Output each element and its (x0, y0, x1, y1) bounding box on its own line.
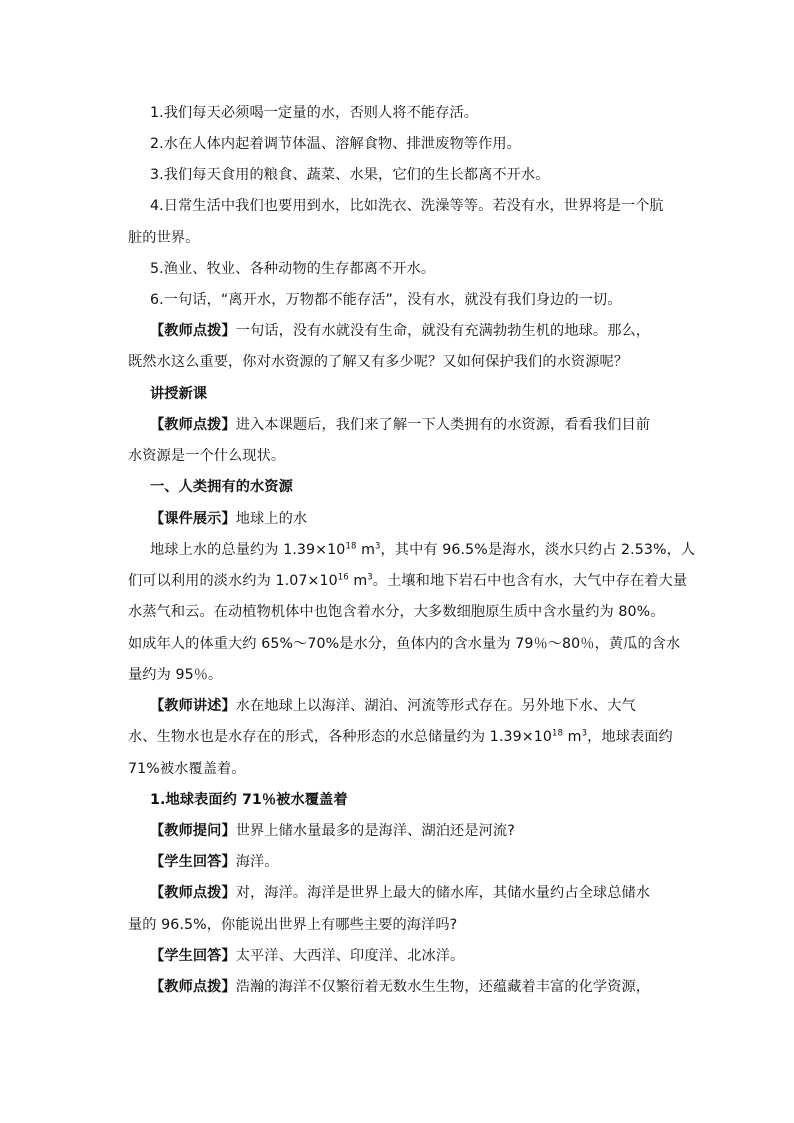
paragraph-text: 水在地球上以海洋、湖泊、河流等形式存在。另外地下水、大气 (235, 698, 636, 714)
paragraph-item-1: 1.我们每天必须喝一定量的水，否则人将不能存活。 (150, 105, 479, 121)
teacher-guidance-1-line-2: 既然水这么重要，你对水资源的了解又有多少呢？又如何保护我们的水资源呢？ (128, 354, 629, 370)
earth-water-paragraph-line-3: 水蒸气和云。在动植物机体中也饱含着水分，大多数细胞原生质中含水量约为 80%。 (128, 604, 665, 620)
teacher-lecture-line-3: 71%被水覆盖着。 (128, 761, 246, 777)
courseware-display (150, 510, 307, 528)
text-run: m (356, 542, 375, 558)
paragraph-text: 浩瀚的海洋不仅繁衍着无数水生生物，还蕴藏着丰富的化学资源， (235, 979, 651, 995)
tag-label: 【学生回答】 (150, 854, 236, 870)
teacher-guidance-1 (150, 322, 650, 340)
earth-water-paragraph-line-2 (128, 572, 687, 590)
superscript: 3 (375, 541, 381, 552)
superscript: 18 (552, 728, 564, 739)
earth-water-paragraph-line-5: 量约为 95％。 (128, 667, 223, 683)
superscript: 3 (581, 728, 588, 739)
text-run: ，其中有 96.5%是海水，淡水只约占 2.53%，人 (380, 542, 696, 558)
student-answer-2 (150, 947, 464, 965)
text-run: 地球上水的总量约为 1.39×10 (150, 542, 346, 558)
teacher-guidance-2 (150, 416, 650, 434)
paragraph-item-4-line-2: 脏的世界。 (128, 230, 200, 246)
paragraph-item-5: 5.渔业、牧业、各种动物的生存都离不开水。 (150, 261, 436, 277)
superscript: 3 (367, 572, 373, 583)
paragraph-item-4-line-1: 4.日常生活中我们也要用到水，比如洗衣、洗澡等等。若没有水，世界将是一个肮 (150, 198, 664, 214)
paragraph-text: 进入本课题后，我们来了解一下人类拥有的水资源，看看我们目前 (235, 417, 651, 433)
text-run: 们可以利用的淡水约为 1.07×10 (128, 573, 338, 589)
paragraph-text: 世界上储水量最多的是海洋、湖泊还是河流? (235, 823, 515, 839)
section-heading-new-lesson: 讲授新课 (150, 386, 208, 402)
paragraph-item-3: 3.我们每天食用的粮食、蔬菜、水果，它们的生长都离不开水。 (150, 167, 550, 183)
section-heading-water-resources: 一、人类拥有的水资源 (150, 479, 293, 495)
teacher-question (150, 822, 515, 840)
teacher-lecture (150, 697, 636, 715)
tag-label: 【教师点拨】 (150, 885, 236, 901)
tag-label: 【教师讲述】 (150, 698, 236, 714)
tag-label: 【学生回答】 (150, 948, 236, 964)
earth-water-paragraph-line-1 (150, 541, 695, 559)
teacher-guidance-4 (150, 978, 650, 996)
paragraph-item-2: 2.水在人体内起着调节体温、溶解食物、排泄废物等作用。 (150, 136, 521, 152)
text-run: ，地球表面约 (587, 729, 673, 745)
tag-label: 【教师点拨】 (150, 979, 236, 995)
superscript: 16 (337, 572, 349, 583)
student-answer-1 (150, 853, 279, 871)
paragraph-text: 一句话，没有水就没有生命，就没有充满勃勃生机的地球。那么， (235, 323, 651, 339)
section-heading-earth-surface: 1.地球表面约 71％被水覆盖着 (150, 792, 348, 808)
text-run: 。土壤和地下岩石中也含有水，大气中存在着大量 (372, 573, 688, 589)
teacher-lecture-line-2 (128, 728, 673, 746)
text-run: 水、生物水也是水存在的形式，各种形态的水总储量约为 1.39×10 (128, 729, 553, 745)
earth-water-paragraph-line-4: 如成年人的体重大约 65%～70%是水分，鱼体内的含水量为 79％～80％，黄瓜的含水 (128, 636, 681, 652)
text-run: m (563, 729, 582, 745)
teacher-guidance-2-line-2: 水资源是一个什么现状。 (128, 448, 286, 464)
text-run: m (348, 573, 368, 589)
teacher-guidance-3-line-2: 量的 96.5%，你能说出世界上有哪些主要的海洋吗? (128, 917, 458, 933)
tag-label: 【教师点拨】 (150, 323, 236, 339)
tag-label: 【教师提问】 (150, 823, 236, 839)
paragraph-text: 太平洋、大西洋、印度洋、北冰洋。 (235, 948, 465, 964)
paragraph-text: 地球上的水 (235, 511, 308, 527)
tag-label: 【教师点拨】 (150, 417, 236, 433)
teacher-guidance-3 (150, 884, 650, 902)
superscript: 18 (345, 541, 357, 552)
paragraph-text: 对，海洋。海洋是世界上最大的储水库，其储水量约占全球总储水 (235, 885, 651, 901)
paragraph-text: 海洋。 (235, 854, 279, 870)
paragraph-item-6: 6.一句话，“离开水，万物都不能存活”，没有水，就没有我们身边的一切。 (150, 292, 622, 308)
tag-label: 【课件展示】 (150, 511, 236, 527)
